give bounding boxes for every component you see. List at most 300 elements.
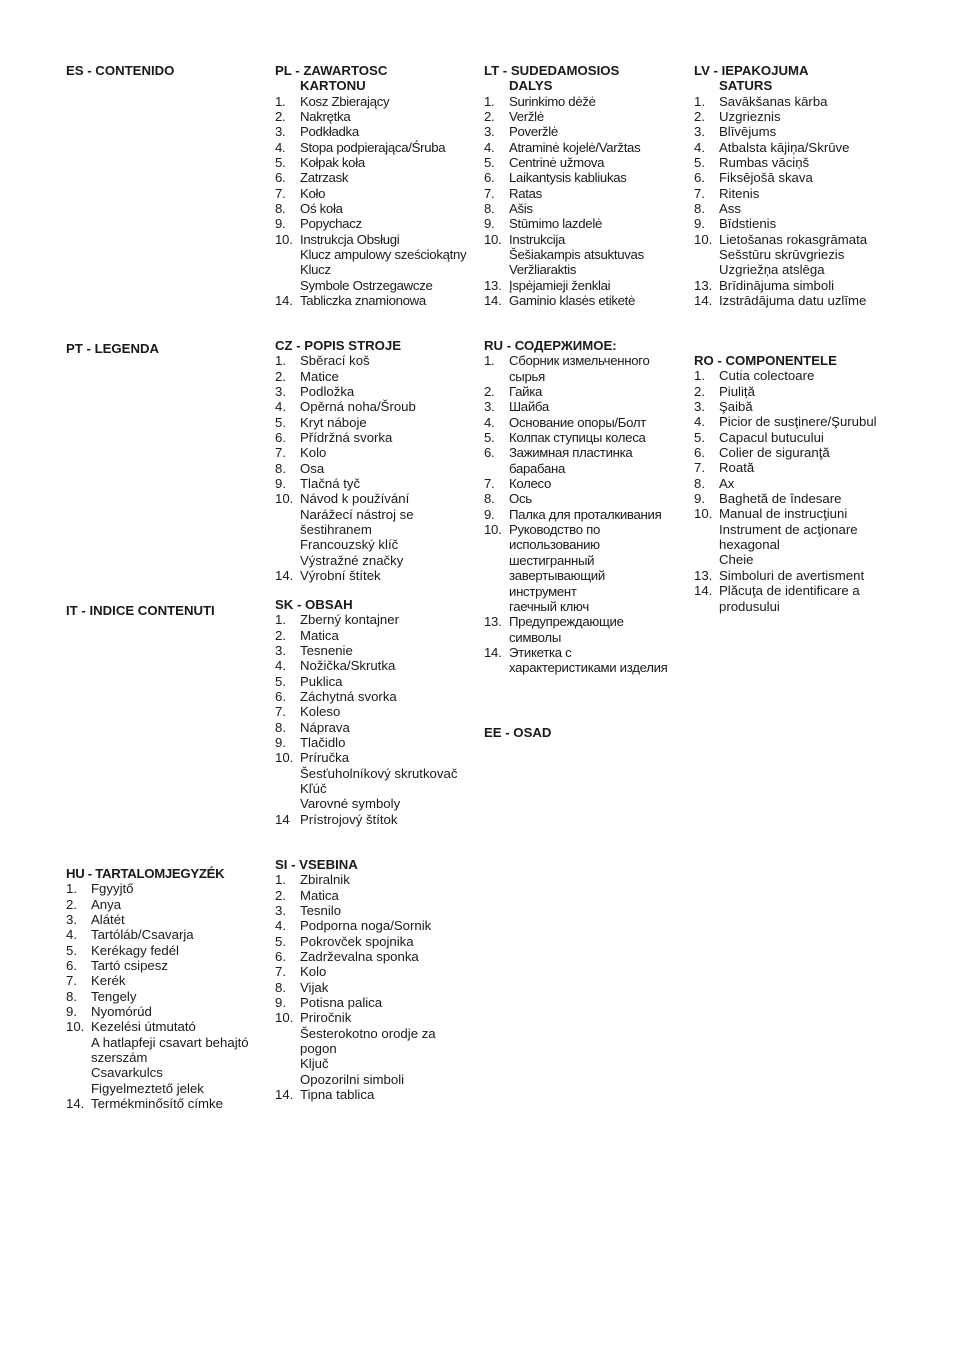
item-text: Surinkimo dėžė <box>509 93 596 109</box>
item-list <box>275 872 475 1102</box>
list-item <box>484 553 674 599</box>
section-pt <box>66 341 256 356</box>
list-item <box>275 1087 475 1102</box>
list-item <box>275 872 475 887</box>
section-title: PT - LEGENDA <box>66 341 160 356</box>
item-text: Blīvējums <box>719 124 777 140</box>
item-number: 3. <box>66 912 77 928</box>
list-item <box>275 155 475 170</box>
list-item <box>275 186 475 201</box>
list-item <box>275 1026 475 1057</box>
item-text: Náprava <box>300 719 350 735</box>
item-number: 7. <box>484 185 495 201</box>
item-text: Matica <box>300 627 339 643</box>
item-text: Ključ <box>300 1056 329 1072</box>
section-title: PL - ZAWARTOSC KARTONU <box>275 63 388 94</box>
list-item <box>484 384 674 399</box>
item-text: Klucz <box>300 262 331 278</box>
item-text: Tipna tablica <box>300 1087 375 1103</box>
list-item <box>275 369 470 384</box>
list-item <box>275 476 470 491</box>
item-number: 14 <box>275 811 290 827</box>
list-item <box>694 368 894 383</box>
item-number: 9. <box>694 491 705 507</box>
list-item <box>484 293 684 308</box>
item-text: Klucz ampulowy sześciokątny <box>300 247 467 263</box>
list-item <box>484 507 674 522</box>
item-text: A hatlapfeji csavart behajtó szerszám <box>91 1034 249 1066</box>
item-text: Nožička/Skrutka <box>300 658 396 674</box>
item-text: Prístrojový štítok <box>300 811 398 827</box>
item-text: Ratas <box>509 185 542 201</box>
item-text: Csavarkulcs <box>91 1065 163 1081</box>
item-text: Kľúč <box>300 781 327 797</box>
list-item <box>694 491 894 506</box>
list-item <box>694 278 894 293</box>
list-item <box>275 507 470 538</box>
list-item <box>484 645 674 676</box>
list-item <box>694 124 894 139</box>
item-number: 4. <box>694 139 705 155</box>
section-cz <box>275 338 470 584</box>
section-si <box>275 857 475 1103</box>
item-number: 4. <box>275 399 286 415</box>
list-item <box>275 568 470 583</box>
item-text: Vijak <box>300 979 329 995</box>
item-text: Tengely <box>91 988 137 1004</box>
item-text: Kerék <box>91 973 126 989</box>
item-number: 6. <box>275 689 286 705</box>
item-number: 1. <box>275 612 286 628</box>
section-title: SI - VSEBINA <box>275 857 358 872</box>
list-item <box>484 247 684 262</box>
item-number: 4. <box>275 918 286 934</box>
item-number: 8. <box>275 979 286 995</box>
item-text: Oś koła <box>300 201 343 217</box>
item-number: 1. <box>484 353 495 369</box>
item-number: 5. <box>484 155 495 171</box>
list-item <box>484 262 684 277</box>
list-item <box>275 553 470 568</box>
item-text: Záchytná svorka <box>300 689 397 705</box>
item-text: Veržliaraktis <box>509 262 577 278</box>
item-number: 5. <box>694 429 705 445</box>
list-item <box>694 216 894 231</box>
item-text: Opozorilni simboli <box>300 1071 405 1087</box>
list-item <box>275 995 475 1010</box>
section-title: LV - IEPAKOJUMA SATURS <box>694 63 809 94</box>
item-number: 9. <box>694 216 705 232</box>
item-number: 10. <box>275 1010 294 1026</box>
item-text: Potisna palica <box>300 995 383 1011</box>
item-text: Zatrzask <box>300 170 349 186</box>
item-text: Uzgrieznis <box>719 109 781 125</box>
item-text: Tlačná tyč <box>300 476 361 492</box>
list-item <box>275 918 475 933</box>
item-number: 3. <box>694 124 705 140</box>
item-text: Poveržlė <box>509 124 558 140</box>
item-number: 4. <box>275 139 286 155</box>
section-title: RO - COMPONENTELE <box>694 353 837 368</box>
item-text: Зажимная пластинка барабана <box>509 445 633 476</box>
list-item <box>275 491 470 506</box>
item-number: 2. <box>484 109 495 125</box>
list-item <box>694 460 894 475</box>
item-list <box>694 368 894 614</box>
item-number: 6. <box>66 958 77 974</box>
list-item <box>66 927 266 942</box>
section-hu <box>66 866 266 1112</box>
item-number: 6. <box>694 445 705 461</box>
item-text: Plăcuţa de identificare a produsului <box>719 583 860 614</box>
item-text: Палка для проталкивания <box>509 506 662 522</box>
item-number: 7. <box>694 460 705 476</box>
list-item <box>275 445 470 460</box>
item-text: шестигранный завертывающий инструмент <box>509 552 605 599</box>
item-number: 14. <box>275 568 294 584</box>
item-number: 13. <box>694 277 713 293</box>
list-item <box>275 781 470 796</box>
section-title: EE - OSAD <box>484 725 552 740</box>
item-text: Izstrādājuma datu uzlīme <box>719 293 867 309</box>
item-number: 7. <box>66 973 77 989</box>
list-item <box>275 704 470 719</box>
list-item <box>484 445 674 476</box>
list-item <box>66 1004 266 1019</box>
item-text: Nakrętka <box>300 109 351 125</box>
item-text: Atbalsta kājiņa/Skrūve <box>719 139 850 155</box>
item-text: Zbiralnik <box>300 872 350 888</box>
item-number: 8. <box>694 201 705 217</box>
item-text: Tabliczka znamionowa <box>300 293 426 309</box>
item-text: Kolo <box>300 964 327 980</box>
section-ru <box>484 338 674 676</box>
list-item <box>694 109 894 124</box>
list-item <box>66 1081 266 1096</box>
item-number: 13. <box>484 277 502 293</box>
item-text: Kolo <box>300 445 327 461</box>
list-item <box>275 796 470 811</box>
item-text: гаечный ключ <box>509 598 589 614</box>
list-item <box>484 491 674 506</box>
item-number: 1. <box>694 368 705 384</box>
list-item <box>694 476 894 491</box>
list-item <box>694 445 894 460</box>
list-item <box>66 973 266 988</box>
item-number: 2. <box>694 383 705 399</box>
list-item <box>275 232 475 247</box>
list-item <box>275 124 475 139</box>
item-number: 8. <box>484 201 495 217</box>
item-number: 3. <box>275 903 286 919</box>
section-ro <box>694 353 894 614</box>
list-item <box>275 170 475 185</box>
list-item <box>275 278 475 293</box>
item-number: 14. <box>66 1096 85 1112</box>
list-item <box>275 293 475 308</box>
list-item <box>275 140 475 155</box>
item-list <box>484 353 674 675</box>
item-text: Шайба <box>509 399 549 415</box>
item-number: 9. <box>275 216 286 232</box>
list-item <box>275 216 475 231</box>
item-number: 10. <box>275 491 294 507</box>
list-item <box>66 1019 266 1034</box>
item-number: 2. <box>275 109 286 125</box>
section-title: IT - INDICE CONTENUTI <box>66 603 215 618</box>
item-text: Instrukcja Obsługi <box>300 231 400 247</box>
item-number: 7. <box>275 445 286 461</box>
list-item <box>484 399 674 414</box>
list-item <box>275 1010 475 1025</box>
item-text: Piuliță <box>719 383 755 399</box>
item-text: Šešiakampis atsuktuvas <box>509 247 644 263</box>
item-text: Zberný kontajner <box>300 612 399 628</box>
item-number: 10. <box>694 506 713 522</box>
item-text: Podložka <box>300 384 355 400</box>
list-item <box>694 384 894 399</box>
item-text: Uzgriežņa atslēga <box>719 262 825 278</box>
item-number: 13. <box>484 614 502 630</box>
list-item <box>275 461 470 476</box>
item-number: 7. <box>275 964 286 980</box>
list-item <box>484 614 674 645</box>
list-item <box>484 522 674 553</box>
section-pl <box>275 63 475 309</box>
list-item <box>275 430 470 445</box>
item-text: Brīdinājuma simboli <box>719 277 835 293</box>
item-text: Výrobní štítek <box>300 568 381 584</box>
list-item <box>275 537 470 552</box>
item-text: Šesterokotno orodje za pogon <box>300 1025 436 1057</box>
list-item <box>484 201 684 216</box>
item-text: Колесо <box>509 476 552 492</box>
list-item <box>484 109 684 124</box>
list-item <box>275 812 470 827</box>
item-text: Picior de susţinere/Şurubul <box>719 414 877 430</box>
item-number: 2. <box>484 384 495 400</box>
item-text: Alátét <box>91 912 125 928</box>
list-item <box>484 415 674 430</box>
item-text: Anya <box>91 896 122 912</box>
item-text: Ašis <box>509 201 533 217</box>
item-text: Narážecí nástroj se šestihranem <box>300 506 414 538</box>
list-item <box>275 201 475 216</box>
item-number: 3. <box>484 399 495 415</box>
list-item <box>484 155 684 170</box>
item-number: 2. <box>275 887 286 903</box>
list-item <box>275 720 470 735</box>
item-number: 3. <box>484 124 495 140</box>
item-text: Přídržná svorka <box>300 430 393 446</box>
item-text: Сборник измельченного сырья <box>509 353 650 384</box>
item-text: Opěrná noha/Šroub <box>300 399 416 415</box>
item-text: Manual de instrucţiuni <box>719 506 848 522</box>
item-text: Cutia colectoare <box>719 368 815 384</box>
item-number: 9. <box>275 995 286 1011</box>
item-number: 3. <box>275 643 286 659</box>
item-text: Tesnenie <box>300 643 353 659</box>
item-number: 6. <box>694 170 705 186</box>
list-item <box>694 94 894 109</box>
list-item <box>694 247 894 262</box>
item-number: 6. <box>275 170 286 186</box>
item-text: Kołpak koła <box>300 155 365 171</box>
item-number: 6. <box>484 445 495 461</box>
list-item <box>275 689 470 704</box>
item-text: Instrukcija <box>509 231 566 247</box>
section-title: ES - CONTENIDO <box>66 63 175 78</box>
item-list <box>275 94 475 309</box>
list-item <box>275 415 470 430</box>
item-text: Ritenis <box>719 185 760 201</box>
item-text: Roată <box>719 460 755 476</box>
list-item <box>694 399 894 414</box>
list-item <box>275 750 470 765</box>
item-text: Laikantysis kabliukas <box>509 170 627 186</box>
item-number: 2. <box>275 627 286 643</box>
item-number: 9. <box>275 476 286 492</box>
item-text: Şaibă <box>719 399 753 415</box>
item-number: 8. <box>275 719 286 735</box>
list-item <box>484 216 684 231</box>
item-text: Baghetă de îndesare <box>719 491 842 507</box>
section-es <box>66 63 256 78</box>
list-item <box>275 109 475 124</box>
list-item <box>484 140 684 155</box>
item-number: 8. <box>66 988 77 1004</box>
item-list <box>484 94 684 309</box>
list-item <box>66 943 266 958</box>
item-text: Zadrževalna sponka <box>300 949 419 965</box>
item-text: Kezelési útmutató <box>91 1019 196 1035</box>
item-text: Podporna noga/Sornik <box>300 918 432 934</box>
item-number: 8. <box>275 460 286 476</box>
item-text: Kerékagy fedél <box>91 942 179 958</box>
item-text: Atraminė kojelė/Varžtas <box>509 139 641 155</box>
section-ee <box>484 725 674 740</box>
item-number: 1. <box>275 353 286 369</box>
item-text: Руководство по использованию <box>509 522 601 553</box>
item-text: Stūmimo lazdelė <box>509 216 602 232</box>
list-item <box>275 934 475 949</box>
list-item <box>484 124 684 139</box>
list-item <box>275 628 470 643</box>
list-item <box>484 476 674 491</box>
list-item <box>694 552 894 567</box>
list-item <box>694 522 894 553</box>
section-title: HU - TARTALOMJEGYZÉK <box>66 866 225 881</box>
item-number: 9. <box>275 735 286 751</box>
item-number: 6. <box>484 170 495 186</box>
section-it <box>66 603 266 618</box>
item-text: Ось <box>509 491 532 507</box>
item-number: 5. <box>275 414 286 430</box>
section-title: RU - СОДЕРЖИМОЕ: <box>484 338 617 353</box>
item-number: 10. <box>484 522 502 538</box>
item-text: Centrinė užmova <box>509 155 605 171</box>
item-text: Bīdstienis <box>719 216 777 232</box>
list-item <box>694 568 894 583</box>
list-item <box>275 658 470 673</box>
list-item <box>484 232 684 247</box>
list-item <box>694 583 894 614</box>
list-item <box>275 674 470 689</box>
list-item <box>66 958 266 973</box>
item-number: 5. <box>66 942 77 958</box>
list-item <box>694 186 894 201</box>
item-text: Matica <box>300 887 339 903</box>
item-text: Fiksējošā skava <box>719 170 813 186</box>
item-text: Veržlė <box>509 109 544 125</box>
item-number: 1. <box>694 93 705 109</box>
list-item <box>484 278 684 293</box>
list-item <box>275 888 475 903</box>
item-number: 6. <box>275 430 286 446</box>
list-item <box>694 293 894 308</box>
list-item <box>275 247 475 262</box>
item-number: 7. <box>694 185 705 201</box>
item-text: Termékminősítő címke <box>91 1096 223 1112</box>
item-number: 5. <box>275 155 286 171</box>
item-text: Popychacz <box>300 216 362 232</box>
item-text: Nyomórúd <box>91 1004 152 1020</box>
item-number: 1. <box>484 93 495 109</box>
item-list <box>694 94 894 309</box>
item-number: 4. <box>694 414 705 430</box>
item-number: 3. <box>275 384 286 400</box>
item-number: 2. <box>694 109 705 125</box>
item-number: 10. <box>275 231 293 247</box>
item-text: Puklica <box>300 673 343 689</box>
item-number: 14. <box>484 293 502 309</box>
list-item <box>484 94 684 109</box>
section-title: CZ - POPIS STROJE <box>275 338 402 353</box>
item-text: Ass <box>719 201 741 217</box>
item-number: 2. <box>275 368 286 384</box>
item-text: Tartóláb/Csavarja <box>91 927 194 943</box>
list-item <box>484 186 684 201</box>
item-number: 8. <box>275 201 286 217</box>
section-title: LT - SUDEDAMOSIOS DALYS <box>484 63 620 94</box>
item-text: Įspėjamieji ženklai <box>509 277 611 293</box>
item-text: Rumbas vāciņš <box>719 155 810 171</box>
list-item <box>275 262 475 277</box>
item-text: Instrument de acţionare hexagonal <box>719 521 858 553</box>
item-text: Tartó csipesz <box>91 958 168 974</box>
section-sk <box>275 597 470 827</box>
item-number: 7. <box>484 476 495 492</box>
item-text: Колпак ступицы колеса <box>509 430 646 446</box>
item-number: 9. <box>484 506 495 522</box>
item-number: 10. <box>275 750 294 766</box>
list-item <box>275 94 475 109</box>
list-item <box>275 353 470 368</box>
list-item <box>694 140 894 155</box>
item-text: Tesnilo <box>300 903 342 919</box>
item-number: 5. <box>484 430 495 446</box>
list-item <box>275 1056 475 1071</box>
item-number: 4. <box>66 927 77 943</box>
list-item <box>66 912 266 927</box>
list-item <box>275 903 475 918</box>
list-item <box>694 506 894 521</box>
item-number: 13. <box>694 567 713 583</box>
item-text: Ax <box>719 475 735 491</box>
item-number: 2. <box>66 896 77 912</box>
list-item <box>66 1096 266 1111</box>
item-number: 14. <box>275 293 293 309</box>
